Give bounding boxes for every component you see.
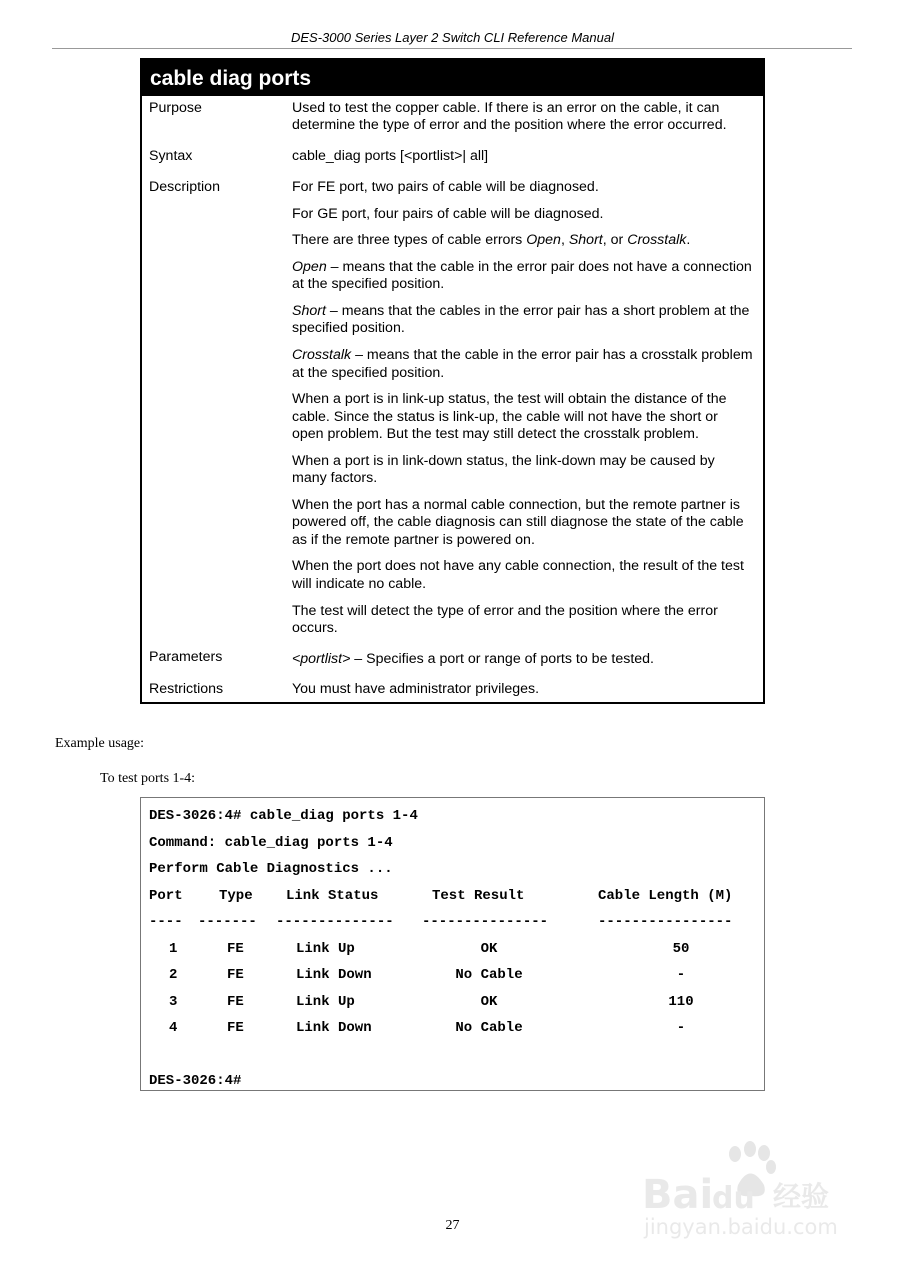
p3-short: Short — [568, 232, 603, 249]
parameters-term: <portlist> — [292, 650, 351, 667]
p3-sep1: , — [560, 232, 569, 249]
page-header-title: DES-3000 Series Layer 2 Switch CLI Reference Manual — [291, 30, 614, 45]
parameters-text — [292, 651, 753, 668]
parameters-row — [142, 647, 763, 678]
description-p6 — [292, 347, 753, 382]
row-type: FE — [227, 967, 244, 983]
watermark-du: du — [712, 1181, 755, 1216]
parameters-label: Parameters — [149, 648, 223, 665]
description-p2: For GE port, four pairs of cable will be diagnosed. — [292, 205, 604, 222]
description-row — [142, 175, 763, 647]
table-row — [149, 936, 764, 963]
syntax-row — [142, 144, 763, 175]
description-p11: The test will detect the type of error and the position where the error occurs. — [292, 602, 718, 636]
row-cable-length: - — [676, 967, 686, 983]
header-cable-length: Cable Length (M) — [598, 887, 733, 904]
purpose-label: Purpose — [149, 100, 202, 116]
watermark-jingyan: 经验 — [773, 1180, 830, 1213]
row-test-result: No Cable — [455, 967, 523, 983]
p5-term: Short — [292, 303, 326, 320]
separator-type: ------- — [198, 914, 257, 930]
p3-crosstalk: Crosstalk — [627, 232, 687, 249]
syntax-label: Syntax — [149, 148, 193, 165]
row-port: 3 — [169, 993, 178, 1010]
row-link-status: Link Up — [296, 940, 355, 957]
separator-length: ---------------- — [598, 914, 733, 930]
command-title: cable diag ports — [142, 60, 763, 96]
table-row — [149, 989, 764, 1016]
console-output — [140, 797, 765, 1091]
restrictions-text: You must have administrator privileges. — [292, 681, 540, 698]
description-p10: When the port does not have any cable connection, the result of the test will indicate no cable. — [292, 558, 744, 592]
row-port: 4 — [169, 1020, 178, 1036]
console-line-command: DES-3026:4# cable_diag ports 1-4 — [149, 808, 418, 824]
console-prompt: DES-3026:4# — [149, 1073, 242, 1089]
row-test-result: OK — [480, 993, 498, 1010]
p5-text: – means that the cables in the error pair has a short problem at the specified position. — [292, 303, 750, 337]
p4-term: Open — [292, 258, 327, 275]
row-type: FE — [227, 993, 244, 1010]
row-link-status: Link Down — [296, 967, 372, 983]
parameters-desc: – Specifies a port or range of ports to be tested. — [350, 650, 654, 667]
header-link-status: Link Status — [286, 887, 379, 904]
example-usage-label: Example usage: — [55, 736, 145, 751]
separator-test: --------------- — [422, 914, 549, 930]
p6-text: – means that the cable in the error pair has a crosstalk problem at the specified position. — [292, 347, 753, 381]
header-type: Type — [219, 887, 253, 904]
description-p3 — [292, 232, 753, 249]
row-cable-length: - — [676, 1020, 686, 1036]
p3-end: . — [686, 232, 691, 249]
header-divider — [52, 48, 852, 49]
description-label: Description — [149, 178, 220, 195]
description-p8: When a port is in link-down status, the link-down may be caused by many factors. — [292, 452, 715, 487]
description-p4 — [292, 259, 753, 294]
separator-link: -------------- — [276, 914, 394, 930]
watermark-logo-text: Bai — [642, 1172, 714, 1218]
purpose-text: Used to test the copper cable. If there is an error on the cable, it can determine the type of error and the position where the error occurred. — [292, 100, 727, 134]
console-blank-line — [149, 1042, 764, 1069]
row-port: 1 — [169, 940, 178, 957]
console-header-row — [149, 883, 764, 910]
watermark-url: jingyan.baidu.com — [644, 1215, 838, 1239]
restrictions-label: Restrictions — [149, 681, 224, 698]
row-link-status: Link Up — [296, 993, 355, 1010]
description-p5 — [292, 303, 753, 338]
row-type: FE — [227, 1020, 244, 1036]
separator-port: ---- — [149, 914, 183, 930]
row-cable-length: 110 — [668, 993, 694, 1010]
row-link-status: Link Down — [296, 1020, 372, 1036]
row-test-result: OK — [480, 940, 498, 957]
row-cable-length: 50 — [672, 940, 690, 957]
syntax-text: cable_diag ports [<portlist>| all] — [292, 148, 489, 165]
console-separator-row — [149, 909, 764, 936]
p3-prefix: There are three types of cable errors — [292, 232, 527, 249]
page-number: 27 — [445, 1218, 460, 1233]
row-type: FE — [227, 940, 244, 957]
restrictions-row — [142, 677, 763, 701]
table-row — [149, 1015, 764, 1042]
description-p7: When a port is in link-up status, the test will obtain the distance of the cable. Since the status is link-up, the cable will not have the short or open problem. But the test may still detect the crosstalk problem. — [292, 391, 727, 443]
p3-sep2: , or — [602, 232, 628, 249]
row-test-result: No Cable — [455, 1020, 523, 1036]
command-table — [140, 58, 765, 704]
p4-text: – means that the cable in the error pair does not have a connection at the specified position. — [292, 258, 752, 293]
description-p1: For FE port, two pairs of cable will be diagnosed. — [292, 178, 599, 195]
console-line-echo: Command: cable_diag ports 1-4 — [149, 834, 393, 851]
purpose-row — [142, 96, 763, 144]
console-line-perform: Perform Cable Diagnostics ... — [149, 861, 393, 877]
table-row — [149, 962, 764, 989]
row-port: 2 — [169, 967, 178, 983]
p6-term: Crosstalk — [292, 347, 352, 364]
header-test-result: Test Result — [432, 887, 525, 904]
header-port: Port — [149, 887, 183, 904]
p3-open: Open — [526, 232, 561, 249]
description-p9: When the port has a normal cable connection, but the remote partner is powered off, the cable diagnosis can still diagnose the state of the cable as if the remote partner is powered on. — [292, 496, 744, 548]
baidu-jingyan-watermark — [640, 1140, 855, 1240]
to-test-label: To test ports 1-4: — [100, 771, 196, 786]
